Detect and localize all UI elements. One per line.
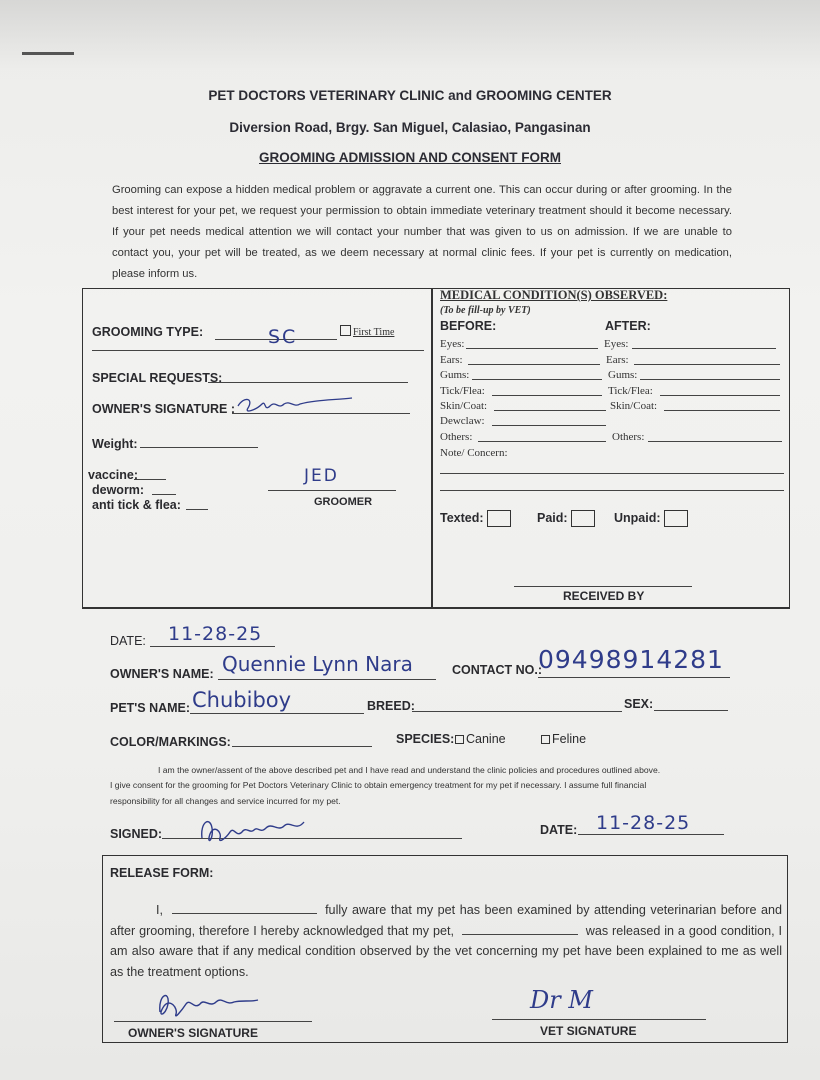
- medical-title: MEDICAL CONDITION(S) OBSERVED:: [440, 288, 668, 302]
- box-divider: [431, 288, 433, 608]
- date-label: DATE:: [110, 634, 146, 648]
- after-row-tick: Tick/Flea:: [608, 385, 653, 397]
- unpaid-field[interactable]: [614, 510, 688, 527]
- others-before-line[interactable]: [478, 441, 606, 442]
- grooming-type-line-2: [92, 350, 424, 351]
- before-ears-line[interactable]: [468, 364, 600, 365]
- intro-paragraph: Grooming can expose a hidden medical problem or aggravate a current one. This can occur during or after grooming. In the best interest for your pet, we request your permission to obtain immediate veterinary treatment should it become necessary. If your pet needs medical attention we will contact your number that was given to us on admission. If we are unable to contact you, your pet will be treated, as we deem necessary at normal clinic fees. If your pet is currently on medication, please inform us.: [112, 184, 732, 280]
- release-owner-name-line[interactable]: [172, 900, 317, 914]
- after-row-skin: Skin/Coat:: [610, 400, 658, 412]
- vet-signature-value: Dr M: [530, 986, 593, 1014]
- top-mark: [22, 52, 74, 55]
- pet-name-line[interactable]: [190, 713, 364, 714]
- paid-checkbox[interactable]: [571, 510, 595, 527]
- owner-name-line[interactable]: [218, 679, 436, 680]
- others-after-line[interactable]: [648, 441, 782, 442]
- release-owner-signature-label: OWNER'S SIGNATURE: [128, 1026, 258, 1040]
- clinic-name: PET DOCTORS VETERINARY CLINIC and GROOMING CENTER: [208, 88, 612, 103]
- before-row-eyes: Eyes:: [440, 338, 465, 350]
- others-before-label: Others:: [440, 431, 473, 443]
- clinic-address: Diversion Road, Brgy. San Miguel, Calasiao, Pangasinan: [229, 120, 591, 135]
- grooming-type-label: GROOMING TYPE:: [92, 325, 204, 339]
- note-label: Note/ Concern:: [440, 447, 508, 459]
- vet-signature-label: VET SIGNATURE: [540, 1024, 637, 1038]
- special-requests-label: SPECIAL REQUESTS:: [92, 371, 223, 385]
- owner-signature-label: OWNER'S SIGNATURE :: [92, 402, 236, 416]
- owner-signature-2: [196, 812, 306, 850]
- grooming-type-value: SC: [268, 326, 298, 348]
- owner-signature-1: [234, 392, 354, 418]
- unpaid-label: Unpaid:: [614, 510, 661, 525]
- species-label: SPECIES:: [396, 732, 455, 746]
- release-text-b: fully aware that my pet has been examined by attending veterinarian before and after grooming, therefore I hereby acknowledged that my pet,: [110, 903, 782, 938]
- first-time-checkbox[interactable]: [340, 325, 394, 338]
- release-text: [110, 900, 782, 982]
- pet-name-label: PET'S NAME:: [110, 701, 191, 715]
- consent-date-label: DATE:: [540, 823, 578, 837]
- before-eyes-line[interactable]: [466, 348, 598, 349]
- release-text-c: was released in a good condition, I am also aware that if any medical condition observed by the vet concerning my pet have been explained to me as well as the treatment options.: [110, 923, 783, 979]
- before-gums-line[interactable]: [472, 379, 602, 380]
- after-row-ears: Ears:: [606, 354, 629, 366]
- canine-checkbox[interactable]: [455, 735, 464, 744]
- deworm-label: deworm:: [92, 483, 145, 497]
- deworm-line[interactable]: [152, 494, 176, 495]
- owner-name-value: Quennie Lynn Nara: [222, 652, 413, 676]
- vaccine-label: vaccine:: [88, 468, 139, 482]
- anti-tick-line[interactable]: [186, 509, 208, 510]
- texted-checkbox[interactable]: [487, 510, 511, 527]
- before-row-skin: Skin/Coat:: [440, 400, 488, 412]
- first-time-box[interactable]: [340, 325, 351, 336]
- canine-label: Canine: [466, 732, 506, 746]
- owner-signature-3: [150, 986, 260, 1022]
- after-eyes-line[interactable]: [632, 348, 776, 349]
- before-row-gums: Gums:: [440, 369, 470, 381]
- vet-signature-line[interactable]: [492, 1019, 706, 1020]
- consent-line-1: I am the owner/assent of the above described pet and I have read and understand the clinic policies and procedures outlined above.: [158, 765, 661, 775]
- groomer-line: [268, 490, 396, 491]
- consent-line-2: I give consent for the grooming for Pet Doctors Veterinary Clinic to obtain emergency treatment for my pet if necessary. I assume full financial: [110, 780, 647, 790]
- before-skin-line[interactable]: [494, 410, 606, 411]
- note-line-1[interactable]: [440, 473, 784, 474]
- pet-name-value: Chubiboy: [192, 688, 292, 712]
- sex-label: SEX:: [624, 697, 654, 711]
- feline-label: Feline: [552, 732, 587, 746]
- anti-tick-label: anti tick & flea:: [92, 498, 181, 512]
- after-skin-line[interactable]: [664, 410, 780, 411]
- release-pet-name-line[interactable]: [462, 921, 578, 935]
- vaccine-line[interactable]: [134, 479, 166, 480]
- before-row-tick: Tick/Flea:: [440, 385, 485, 397]
- paid-field[interactable]: [537, 510, 595, 527]
- note-line-2[interactable]: [440, 490, 784, 491]
- contact-line[interactable]: [538, 677, 730, 678]
- contact-value: 09498914281: [538, 645, 724, 674]
- release-title: RELEASE FORM:: [110, 866, 214, 880]
- breed-line[interactable]: [412, 711, 622, 712]
- groomer-value: JED: [304, 466, 339, 486]
- color-line[interactable]: [232, 746, 372, 747]
- consent-line-3: responsibility for all changes and service incurred for my pet.: [110, 796, 341, 806]
- texted-label: Texted:: [440, 510, 484, 525]
- before-row-ears: Ears:: [440, 354, 463, 366]
- feline-option[interactable]: [541, 732, 586, 746]
- form-title: GROOMING ADMISSION AND CONSENT FORM: [259, 150, 561, 165]
- unpaid-checkbox[interactable]: [664, 510, 688, 527]
- signed-label: SIGNED:: [110, 827, 163, 841]
- after-row-eyes: Eyes:: [604, 338, 629, 350]
- dewclaw-label: Dewclaw:: [440, 415, 485, 427]
- others-after-label: Others:: [612, 431, 645, 443]
- after-tick-line[interactable]: [660, 395, 780, 396]
- feline-checkbox[interactable]: [541, 735, 550, 744]
- date-value: 11-28-25: [168, 623, 263, 645]
- received-by-label: RECEIVED BY: [563, 589, 645, 603]
- contact-label: CONTACT NO.:: [452, 663, 543, 677]
- before-label: BEFORE:: [440, 319, 497, 333]
- owner-signature-line-2[interactable]: [114, 1021, 312, 1022]
- after-label: AFTER:: [605, 319, 651, 333]
- received-by-line[interactable]: [514, 586, 692, 587]
- date-line[interactable]: [150, 646, 275, 647]
- release-text-a: I,: [156, 903, 163, 917]
- breed-label: BREED:: [367, 699, 415, 713]
- after-ears-line[interactable]: [634, 364, 780, 365]
- before-tick-line[interactable]: [492, 395, 602, 396]
- owner-name-label: OWNER'S NAME:: [110, 667, 214, 681]
- groomer-label: GROOMER: [314, 496, 373, 508]
- texted-field[interactable]: [440, 510, 511, 527]
- medical-subtitle: (To be fill-up by VET): [440, 305, 531, 316]
- consent-date-value: 11-28-25: [596, 812, 691, 834]
- weight-label: Weight:: [92, 437, 138, 451]
- paid-label: Paid:: [537, 510, 568, 525]
- dewclaw-line[interactable]: [492, 425, 606, 426]
- first-time-label: First Time: [353, 327, 395, 338]
- weight-line[interactable]: [140, 447, 258, 448]
- color-label: COLOR/MARKINGS:: [110, 735, 231, 749]
- after-row-gums: Gums:: [608, 369, 638, 381]
- consent-date-line[interactable]: [578, 834, 724, 835]
- special-requests-line[interactable]: [208, 382, 408, 383]
- sex-line[interactable]: [654, 710, 728, 711]
- after-gums-line[interactable]: [640, 379, 780, 380]
- canine-option[interactable]: [455, 732, 506, 746]
